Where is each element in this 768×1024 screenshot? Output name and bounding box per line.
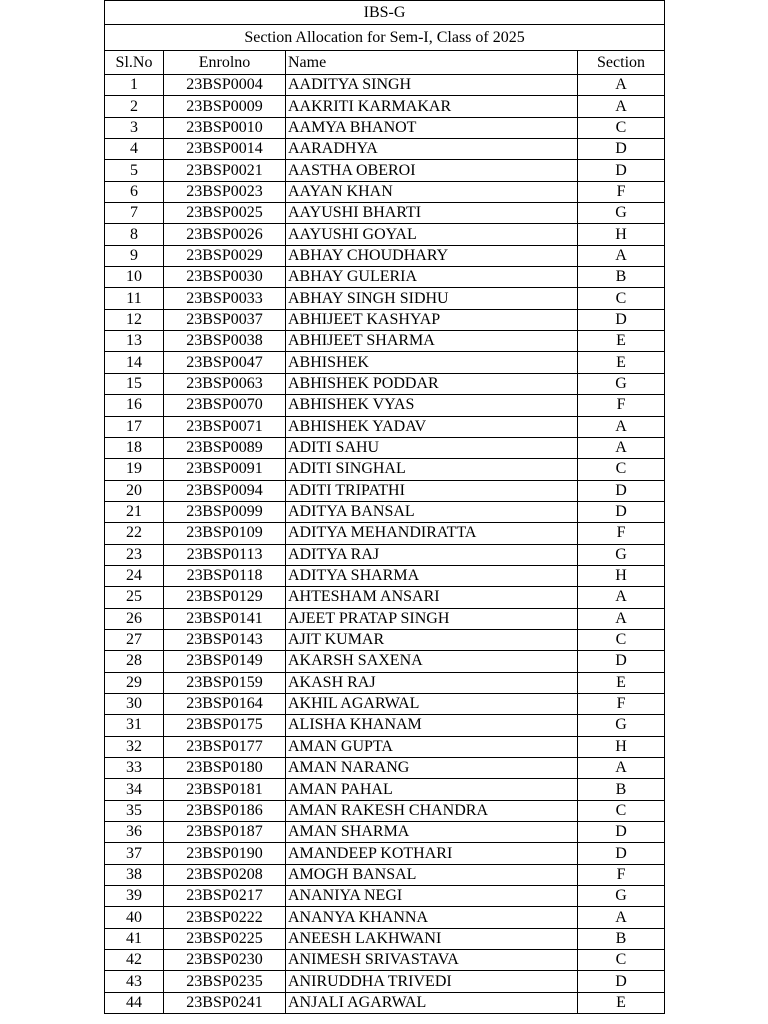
section-allocation-table [104, 0, 665, 1014]
cell-section: B [578, 779, 665, 800]
cell-section: B [578, 267, 665, 288]
cell-enrolno: 23BSP0021 [164, 160, 286, 181]
cell-enrolno: 23BSP0225 [164, 928, 286, 949]
cell-sl-no: 43 [105, 971, 164, 992]
table-row [105, 395, 665, 416]
cell-name: AMAN GUPTA [286, 736, 578, 757]
cell-section: D [578, 309, 665, 330]
cell-name: ANEESH LAKHWANI [286, 928, 578, 949]
table-row [105, 629, 665, 650]
cell-name: AKASH RAJ [286, 672, 578, 693]
cell-enrolno: 23BSP0094 [164, 480, 286, 501]
cell-section: C [578, 800, 665, 821]
table-row [105, 587, 665, 608]
cell-section: C [578, 459, 665, 480]
cell-enrolno: 23BSP0010 [164, 117, 286, 138]
cell-section: D [578, 160, 665, 181]
cell-sl-no: 3 [105, 117, 164, 138]
cell-name: AAKRITI KARMAKAR [286, 96, 578, 117]
cell-sl-no: 19 [105, 459, 164, 480]
table-row [105, 907, 665, 928]
subtitle-row [105, 25, 665, 51]
table-row [105, 501, 665, 522]
table-row [105, 523, 665, 544]
cell-name: AAYUSHI BHARTI [286, 203, 578, 224]
cell-name: ADITI SAHU [286, 437, 578, 458]
cell-section: F [578, 864, 665, 885]
table-row [105, 886, 665, 907]
cell-sl-no: 21 [105, 501, 164, 522]
cell-enrolno: 23BSP0177 [164, 736, 286, 757]
cell-section: C [578, 117, 665, 138]
cell-sl-no: 30 [105, 693, 164, 714]
cell-enrolno: 23BSP0009 [164, 96, 286, 117]
cell-section: G [578, 715, 665, 736]
cell-sl-no: 22 [105, 523, 164, 544]
table-row [105, 352, 665, 373]
cell-sl-no: 23 [105, 544, 164, 565]
cell-enrolno: 23BSP0023 [164, 181, 286, 202]
table-row [105, 309, 665, 330]
cell-enrolno: 23BSP0143 [164, 629, 286, 650]
cell-enrolno: 23BSP0089 [164, 437, 286, 458]
cell-section: D [578, 480, 665, 501]
table-row [105, 672, 665, 693]
cell-enrolno: 23BSP0149 [164, 651, 286, 672]
cell-enrolno: 23BSP0129 [164, 587, 286, 608]
cell-section: F [578, 523, 665, 544]
column-header-row [105, 51, 665, 75]
cell-sl-no: 5 [105, 160, 164, 181]
table-row [105, 139, 665, 160]
cell-sl-no: 36 [105, 822, 164, 843]
cell-name: ADITYA BANSAL [286, 501, 578, 522]
cell-name: ADITYA RAJ [286, 544, 578, 565]
cell-enrolno: 23BSP0030 [164, 267, 286, 288]
cell-name: ABHISHEK [286, 352, 578, 373]
cell-name: ABHISHEK PODDAR [286, 373, 578, 394]
cell-sl-no: 35 [105, 800, 164, 821]
cell-section: A [578, 75, 665, 96]
table-row [105, 544, 665, 565]
cell-enrolno: 23BSP0029 [164, 245, 286, 266]
table-body [105, 75, 665, 1014]
cell-name: AAYUSHI GOYAL [286, 224, 578, 245]
cell-name: AARADHYA [286, 139, 578, 160]
cell-section: D [578, 651, 665, 672]
cell-name: ANIRUDDHA TRIVEDI [286, 971, 578, 992]
cell-name: AMAN PAHAL [286, 779, 578, 800]
table-row [105, 160, 665, 181]
cell-sl-no: 18 [105, 437, 164, 458]
cell-sl-no: 32 [105, 736, 164, 757]
cell-sl-no: 29 [105, 672, 164, 693]
cell-section: A [578, 587, 665, 608]
table-row [105, 203, 665, 224]
cell-name: AMOGH BANSAL [286, 864, 578, 885]
cell-name: AMANDEEP KOTHARI [286, 843, 578, 864]
table-row [105, 288, 665, 309]
cell-section: D [578, 843, 665, 864]
cell-sl-no: 17 [105, 416, 164, 437]
table-row [105, 565, 665, 586]
table-row [105, 651, 665, 672]
cell-sl-no: 2 [105, 96, 164, 117]
cell-name: ADITYA SHARMA [286, 565, 578, 586]
cell-section: D [578, 971, 665, 992]
cell-sl-no: 6 [105, 181, 164, 202]
cell-section: C [578, 288, 665, 309]
table-row [105, 779, 665, 800]
table-row [105, 224, 665, 245]
cell-sl-no: 9 [105, 245, 164, 266]
cell-section: H [578, 565, 665, 586]
cell-name: ABHAY SINGH SIDHU [286, 288, 578, 309]
cell-name: AMAN NARANG [286, 758, 578, 779]
cell-name: ABHAY CHOUDHARY [286, 245, 578, 266]
cell-name: AAMYA BHANOT [286, 117, 578, 138]
cell-enrolno: 23BSP0109 [164, 523, 286, 544]
table-row [105, 758, 665, 779]
cell-enrolno: 23BSP0033 [164, 288, 286, 309]
cell-enrolno: 23BSP0241 [164, 992, 286, 1013]
table-row [105, 331, 665, 352]
table-row [105, 373, 665, 394]
table-row [105, 416, 665, 437]
cell-name: AASTHA OBEROI [286, 160, 578, 181]
cell-sl-no: 42 [105, 950, 164, 971]
cell-section: B [578, 928, 665, 949]
cell-section: F [578, 693, 665, 714]
cell-section: A [578, 96, 665, 117]
cell-enrolno: 23BSP0164 [164, 693, 286, 714]
cell-sl-no: 37 [105, 843, 164, 864]
table-row [105, 117, 665, 138]
cell-enrolno: 23BSP0047 [164, 352, 286, 373]
cell-sl-no: 38 [105, 864, 164, 885]
cell-section: A [578, 437, 665, 458]
cell-name: ANANIYA NEGI [286, 886, 578, 907]
table-row [105, 75, 665, 96]
cell-enrolno: 23BSP0208 [164, 864, 286, 885]
cell-enrolno: 23BSP0113 [164, 544, 286, 565]
cell-sl-no: 24 [105, 565, 164, 586]
cell-sl-no: 16 [105, 395, 164, 416]
cell-enrolno: 23BSP0014 [164, 139, 286, 160]
cell-section: G [578, 886, 665, 907]
cell-enrolno: 23BSP0037 [164, 309, 286, 330]
cell-name: ANIMESH SRIVASTAVA [286, 950, 578, 971]
cell-enrolno: 23BSP0070 [164, 395, 286, 416]
cell-sl-no: 26 [105, 608, 164, 629]
cell-section: G [578, 203, 665, 224]
cell-sl-no: 1 [105, 75, 164, 96]
cell-sl-no: 28 [105, 651, 164, 672]
cell-section: G [578, 373, 665, 394]
cell-name: ADITI SINGHAL [286, 459, 578, 480]
cell-enrolno: 23BSP0141 [164, 608, 286, 629]
table-row [105, 96, 665, 117]
cell-sl-no: 13 [105, 331, 164, 352]
header-sl-no: Sl.No [105, 51, 164, 75]
table-row [105, 950, 665, 971]
table-title: IBS-G [105, 1, 665, 25]
table-row [105, 992, 665, 1013]
table-row [105, 822, 665, 843]
cell-name: ANANYA KHANNA [286, 907, 578, 928]
cell-section: A [578, 758, 665, 779]
cell-section: A [578, 608, 665, 629]
cell-section: E [578, 992, 665, 1013]
cell-enrolno: 23BSP0190 [164, 843, 286, 864]
table-row [105, 267, 665, 288]
cell-sl-no: 39 [105, 886, 164, 907]
cell-name: ABHISHEK VYAS [286, 395, 578, 416]
cell-section: A [578, 245, 665, 266]
cell-section: E [578, 331, 665, 352]
cell-enrolno: 23BSP0099 [164, 501, 286, 522]
cell-name: AADITYA SINGH [286, 75, 578, 96]
cell-section: H [578, 736, 665, 757]
cell-name: ADITI TRIPATHI [286, 480, 578, 501]
cell-sl-no: 44 [105, 992, 164, 1013]
cell-enrolno: 23BSP0118 [164, 565, 286, 586]
cell-section: E [578, 672, 665, 693]
cell-sl-no: 41 [105, 928, 164, 949]
cell-enrolno: 23BSP0187 [164, 822, 286, 843]
cell-name: AJIT KUMAR [286, 629, 578, 650]
cell-section: E [578, 352, 665, 373]
cell-sl-no: 8 [105, 224, 164, 245]
cell-name: AMAN RAKESH CHANDRA [286, 800, 578, 821]
cell-enrolno: 23BSP0180 [164, 758, 286, 779]
table-row [105, 608, 665, 629]
cell-section: C [578, 629, 665, 650]
cell-section: G [578, 544, 665, 565]
cell-sl-no: 34 [105, 779, 164, 800]
cell-sl-no: 11 [105, 288, 164, 309]
cell-section: D [578, 822, 665, 843]
table-row [105, 928, 665, 949]
cell-name: AAYAN KHAN [286, 181, 578, 202]
cell-name: AHTESHAM ANSARI [286, 587, 578, 608]
table-row [105, 181, 665, 202]
table-row [105, 437, 665, 458]
table-row [105, 245, 665, 266]
cell-name: ADITYA MEHANDIRATTA [286, 523, 578, 544]
cell-enrolno: 23BSP0175 [164, 715, 286, 736]
header-name: Name [286, 51, 578, 75]
cell-sl-no: 33 [105, 758, 164, 779]
table-row [105, 736, 665, 757]
cell-enrolno: 23BSP0038 [164, 331, 286, 352]
table-row [105, 971, 665, 992]
cell-sl-no: 14 [105, 352, 164, 373]
table-row [105, 864, 665, 885]
cell-name: ABHISHEK YADAV [286, 416, 578, 437]
header-enrolno: Enrolno [164, 51, 286, 75]
cell-name: ANJALI AGARWAL [286, 992, 578, 1013]
cell-enrolno: 23BSP0230 [164, 950, 286, 971]
cell-name: AJEET PRATAP SINGH [286, 608, 578, 629]
cell-enrolno: 23BSP0091 [164, 459, 286, 480]
cell-section: A [578, 907, 665, 928]
cell-section: F [578, 181, 665, 202]
table-row [105, 480, 665, 501]
cell-name: ABHIJEET SHARMA [286, 331, 578, 352]
cell-name: ABHAY GULERIA [286, 267, 578, 288]
cell-section: H [578, 224, 665, 245]
cell-sl-no: 10 [105, 267, 164, 288]
table-row [105, 715, 665, 736]
cell-enrolno: 23BSP0186 [164, 800, 286, 821]
cell-enrolno: 23BSP0217 [164, 886, 286, 907]
cell-enrolno: 23BSP0235 [164, 971, 286, 992]
cell-sl-no: 12 [105, 309, 164, 330]
table-row [105, 800, 665, 821]
cell-section: F [578, 395, 665, 416]
cell-enrolno: 23BSP0063 [164, 373, 286, 394]
table-row [105, 843, 665, 864]
cell-sl-no: 7 [105, 203, 164, 224]
cell-sl-no: 40 [105, 907, 164, 928]
cell-sl-no: 25 [105, 587, 164, 608]
cell-sl-no: 20 [105, 480, 164, 501]
cell-sl-no: 31 [105, 715, 164, 736]
cell-section: A [578, 416, 665, 437]
title-row [105, 1, 665, 25]
cell-sl-no: 15 [105, 373, 164, 394]
cell-name: ALISHA KHANAM [286, 715, 578, 736]
cell-enrolno: 23BSP0071 [164, 416, 286, 437]
table-row [105, 693, 665, 714]
table-row [105, 459, 665, 480]
cell-enrolno: 23BSP0222 [164, 907, 286, 928]
cell-enrolno: 23BSP0159 [164, 672, 286, 693]
cell-sl-no: 4 [105, 139, 164, 160]
cell-name: AMAN SHARMA [286, 822, 578, 843]
header-section: Section [578, 51, 665, 75]
cell-section: D [578, 501, 665, 522]
cell-enrolno: 23BSP0004 [164, 75, 286, 96]
cell-enrolno: 23BSP0181 [164, 779, 286, 800]
cell-name: ABHIJEET KASHYAP [286, 309, 578, 330]
cell-enrolno: 23BSP0026 [164, 224, 286, 245]
cell-name: AKARSH SAXENA [286, 651, 578, 672]
cell-section: D [578, 139, 665, 160]
cell-section: C [578, 950, 665, 971]
cell-enrolno: 23BSP0025 [164, 203, 286, 224]
table-subtitle: Section Allocation for Sem-I, Class of 2025 [105, 25, 665, 51]
cell-name: AKHIL AGARWAL [286, 693, 578, 714]
cell-sl-no: 27 [105, 629, 164, 650]
